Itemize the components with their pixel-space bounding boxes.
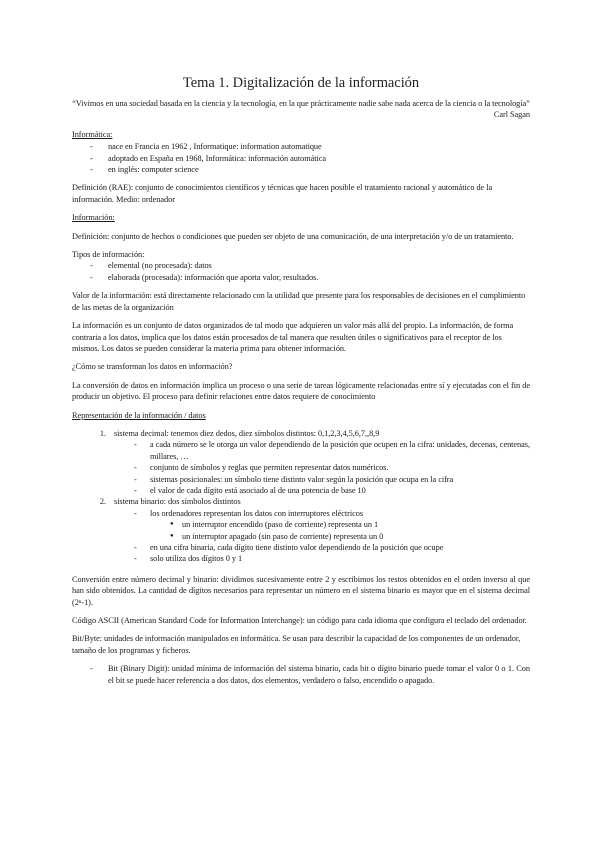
types-list [72, 260, 530, 283]
list-item: - conjunto de símbolos y reglas que permiten representar datos numéricos. [134, 462, 530, 473]
list-item-decimal [108, 428, 530, 496]
information-paragraph: La información es un conjunto de datos organizados de tal modo que adquieren un valor más allá del propio. La información, de forma contraria a los datos, implica que los datos están procesados de tal manera que resulten útiles o significativos para el receptor de los mismos. Los datos se pueden considerar la materia prima para obtener información. [72, 321, 514, 353]
types-label: Tipos de información: [72, 250, 145, 260]
epigraph-quote: “Vivimos en una sociedad basada en la ciencia y la tecnología, en la que prácticamente nadie sabe nada acerca de la ciencia o la tecnología” [72, 99, 530, 108]
ascii-paragraph: Código ASCII (American Standard Code for Information Interchange): un código para cada idioma que configura el teclado del ordenador. [72, 616, 527, 626]
section-heading-informacion: Información: [72, 213, 115, 223]
list-item: - adoptado en España en 1968, Informática: información automática [90, 153, 530, 164]
bitbyte-paragraph: Bit/Byte: unidades de información manipulados en informática. Se usan para describir la capacidad de los componentes de un ordenador, tamaño de los programas y ficheros. [72, 634, 521, 655]
epigraph-author: Carl Sagan [493, 110, 530, 120]
transform-answer: La conversión de datos en información implica un proceso o una serie de tareas lógicamente relacionadas entre sí y ejecutadas con el fin de producir un objetivo. El proceso para definir relaciones entre datos requiere de conocimiento [72, 380, 530, 402]
list-item [134, 508, 530, 542]
informatica-list [72, 141, 530, 175]
list-item: - solo utiliza dos dígitos 0 y 1 [134, 553, 530, 564]
decimal-label: sistema decimal: tenemos diez dedos, diez símbolos distintos: 0,1,2,3,4,5,6,7,,8,9 [114, 428, 380, 438]
bullet-item: ● un interruptor apagado (sin paso de corriente) representa un 0 [170, 531, 530, 542]
list-item: - nace en Francia en 1962 , Informatique: information automatique [90, 141, 530, 152]
decimal-sublist [114, 439, 530, 496]
list-item: - elaborada (procesada): información que aporta valor, resultados. [90, 272, 530, 283]
section-heading-representacion: Representación de la información / datos [72, 410, 206, 420]
switch-bullets [150, 519, 530, 542]
list-item: - Bit (Binary Digit): unidad mínima de información del sistema binario, cada bit o dígito binario puede tomar el valor 0 o 1. Con el bit se puede hacer referencia a dos datos, dos elementos, verdadero o falso, encendido o apagado. [90, 663, 530, 686]
list-item-binario [108, 496, 530, 564]
bit-list [72, 663, 530, 686]
list-item: - el valor de cada dígito está asociado al de una potencia de base 10 [134, 485, 530, 496]
list-item: - en una cifra binaria, cada dígito tiene distinto valor dependiendo de la posición que ocupe [134, 542, 530, 553]
conversion-paragraph: Conversión entre número decimal y binario: dividimos sucesivamente entre 2 y escribimos los restos obtenidos en el orden inverso al que han sido obtenidos. La cantidad de dígitos necesarios para representar un número en el sistema binario es mayor que en el sistema decimal (2ⁿ-1). [72, 574, 530, 607]
informatica-definition: Definición (RAE): conjunto de conocimientos científicos y técnicas que hacen posible el tratamiento racional y automático de la información. Medio: ordenador [72, 183, 493, 204]
list-item: - a cada número se le otorga un valor dependiendo de la posición que ocupen en la cifra: unidades, decenas, centenas, millares, … [134, 439, 530, 462]
binario-label: sistema binario: dos símbolos distintos [114, 497, 241, 507]
list-item: - sistemas posicionales: un símbolo tiene distinto valor según la posición que ocupa en la cifra [134, 474, 530, 485]
binario-sublist [114, 508, 530, 565]
list-item-text: los ordenadores representan los datos con interruptores eléctricos [150, 508, 364, 518]
list-item: - elemental (no procesada): datos [90, 260, 530, 271]
document-title: Tema 1. Digitalización de la información [182, 75, 420, 91]
bullet-item: ● un interruptor encendido (paso de corriente) representa un 1 [170, 519, 530, 530]
informacion-definition: Definición: conjunto de hechos o condiciones que pueden ser objeto de una comunicación, de una interpretación y/o de un tratamiento. [72, 231, 514, 241]
transform-question: ¿Cómo se transforman los datos en información? [72, 362, 233, 372]
section-heading-informatica: Informática: [72, 129, 113, 139]
number-systems-list [72, 428, 530, 565]
list-item: - en inglés: computer science [90, 164, 530, 175]
information-value: Valor de la información: está directamente relacionado con la utilidad que presente para los responsables de decisiones en el cumplimiento de las metas de la organización [72, 291, 526, 312]
